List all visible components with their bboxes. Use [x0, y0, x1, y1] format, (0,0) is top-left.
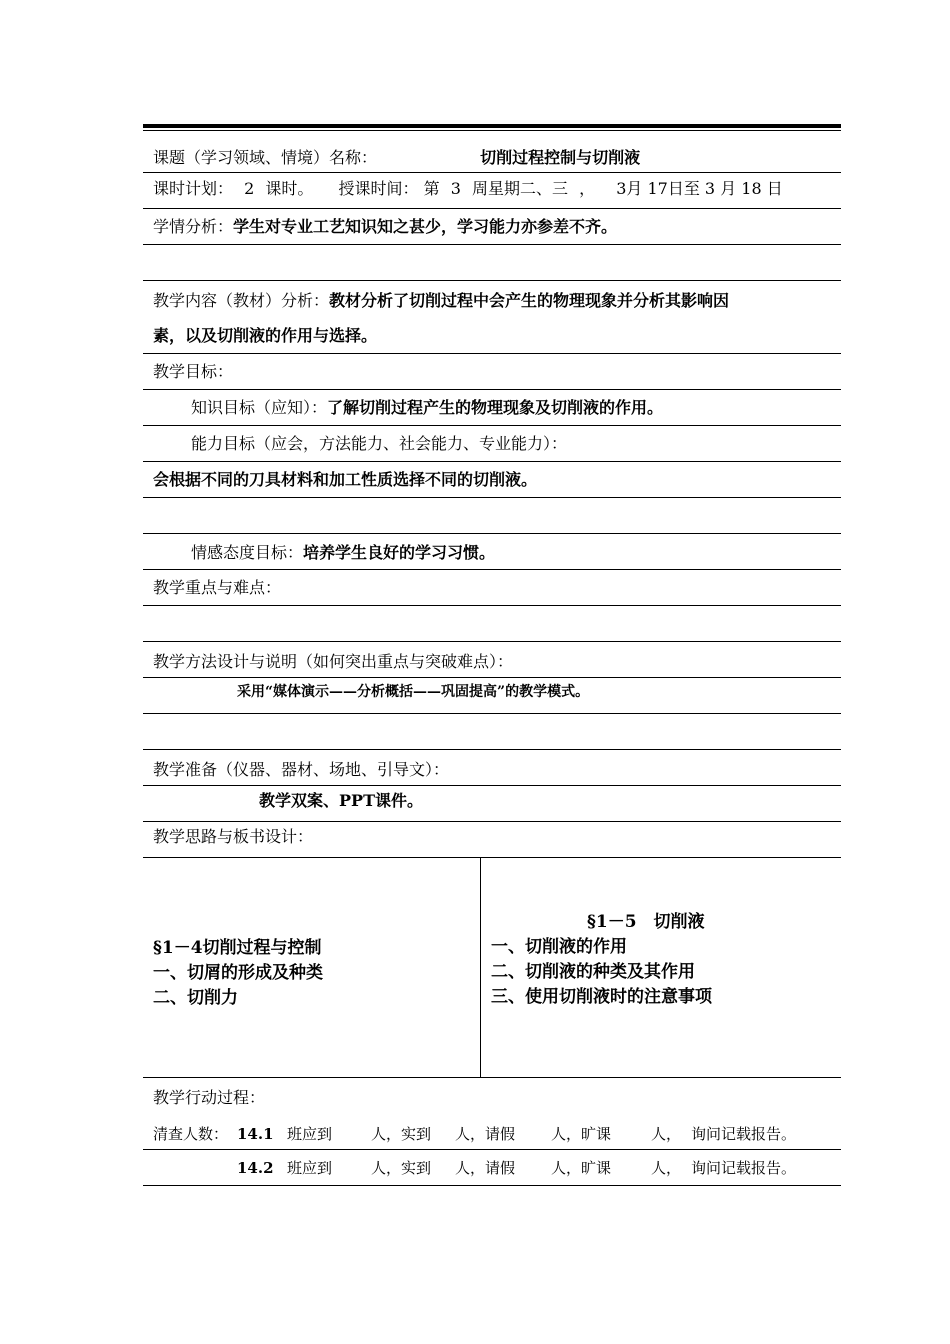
week-num: 3	[450, 179, 461, 198]
blank-row	[143, 498, 841, 534]
board-left-column	[143, 858, 481, 1077]
ability-label: 能力目标（应会，方法能力、社会能力、专业能力）：	[191, 434, 568, 453]
board-right-line: 一、切削液的作用	[491, 937, 627, 957]
end-label: 人，	[651, 1159, 682, 1177]
objectives-label: 教学目标：	[153, 362, 234, 381]
time-label: 授课时间：	[338, 179, 419, 198]
board-right-title: §1－5 切削液	[587, 912, 705, 932]
learner-label: 学情分析：	[153, 217, 234, 236]
due-label: 班应到	[287, 1159, 333, 1177]
week-sep: ，	[579, 179, 596, 198]
week-prefix: 第	[423, 179, 440, 198]
course-title-value: 切削过程控制与切削液	[480, 148, 641, 167]
learner-row	[143, 209, 841, 245]
method-value: 采用“媒体演示——分析概括——巩固提高”的教学模式。	[237, 684, 590, 700]
content-label: 教学内容（教材）分析：	[153, 291, 330, 310]
emotion-label: 情感态度目标：	[191, 543, 304, 562]
content-value-1: 教材分析了切削过程中会产生的物理现象并分析其影响因	[329, 291, 730, 310]
knowledge-value: 了解切削过程产生的物理现象及切削液的作用。	[327, 398, 664, 417]
absent-label: 人，旷课	[551, 1159, 612, 1177]
class-number: 14.2	[237, 1159, 274, 1177]
attendance-label: 清查人数：	[153, 1125, 229, 1143]
knowledge-row	[143, 390, 841, 426]
content-value-2: 素，以及切削液的作用与选择。	[153, 326, 378, 345]
due-label: 班应到	[287, 1125, 333, 1143]
present-label: 人，实到	[371, 1159, 432, 1177]
knowledge-label: 知识目标（应知）：	[191, 398, 328, 417]
board-design	[143, 858, 841, 1078]
learner-value: 学生对专业工艺知识知之甚少，学习能力亦参差不齐。	[233, 217, 618, 236]
board-right-line: 三、使用切削液时的注意事项	[491, 987, 712, 1007]
hours-unit: 课时。	[265, 179, 314, 198]
emotion-value: 培养学生良好的学习习惯。	[303, 543, 496, 562]
board-right-line: 二、切削液的种类及其作用	[491, 962, 695, 982]
blank-row	[143, 714, 841, 750]
blank-row	[143, 245, 841, 281]
present-label: 人，实到	[371, 1125, 432, 1143]
end-label: 人，	[651, 1125, 682, 1143]
board-row	[143, 822, 841, 858]
objectives-row	[143, 354, 841, 390]
process-label: 教学行动过程：	[153, 1088, 266, 1107]
class-number: 14.1	[237, 1125, 274, 1143]
content-row-cont	[143, 317, 841, 354]
keypoints-label: 教学重点与难点：	[153, 578, 282, 597]
method-row	[143, 642, 841, 678]
process-row	[143, 1078, 841, 1114]
leave-label: 人，请假	[455, 1125, 516, 1143]
prep-label: 教学准备（仪器、器材、场地、引导文）：	[153, 760, 450, 779]
prep-row	[143, 750, 841, 786]
content-row	[143, 281, 841, 317]
board-right-column	[481, 858, 841, 1077]
method-value-row	[143, 678, 841, 714]
method-label: 教学方法设计与说明（如何突出重点与突破难点）：	[153, 652, 514, 671]
prep-value-row	[143, 786, 841, 822]
hours-num: 2	[244, 179, 255, 198]
course-title-label: 课题（学习领域、情境）名称：	[153, 148, 378, 167]
note-label: 询问记载报告。	[691, 1159, 797, 1177]
prep-value: 教学双案、PPT课件。	[259, 791, 423, 810]
note-label: 询问记载报告。	[691, 1125, 797, 1143]
board-left-line: §1－4切削过程与控制	[153, 938, 322, 958]
plan-label: 课时计划：	[153, 179, 234, 198]
top-thick-rule	[143, 124, 841, 128]
course-title-row	[143, 131, 841, 173]
ability-value: 会根据不同的刀具材料和加工性质选择不同的切削液。	[153, 470, 538, 489]
board-label: 教学思路与板书设计：	[153, 827, 314, 846]
ability-value-row	[143, 462, 841, 498]
schedule-row	[143, 173, 841, 209]
board-left-line: 二、切削力	[153, 988, 238, 1008]
blank-row	[143, 606, 841, 642]
ability-row	[143, 426, 841, 462]
board-left-line: 一、切屑的形成及种类	[153, 963, 323, 983]
lesson-plan-form	[143, 124, 841, 1186]
leave-label: 人，请假	[455, 1159, 516, 1177]
absent-label: 人，旷课	[551, 1125, 612, 1143]
emotion-row	[143, 534, 841, 570]
attendance-row	[143, 1150, 841, 1186]
attendance-row	[143, 1114, 841, 1150]
keypoints-row	[143, 570, 841, 606]
week-suffix: 周星期二、三	[472, 179, 569, 198]
date-text: 3月 17日至 3 月 18 日	[616, 179, 783, 198]
